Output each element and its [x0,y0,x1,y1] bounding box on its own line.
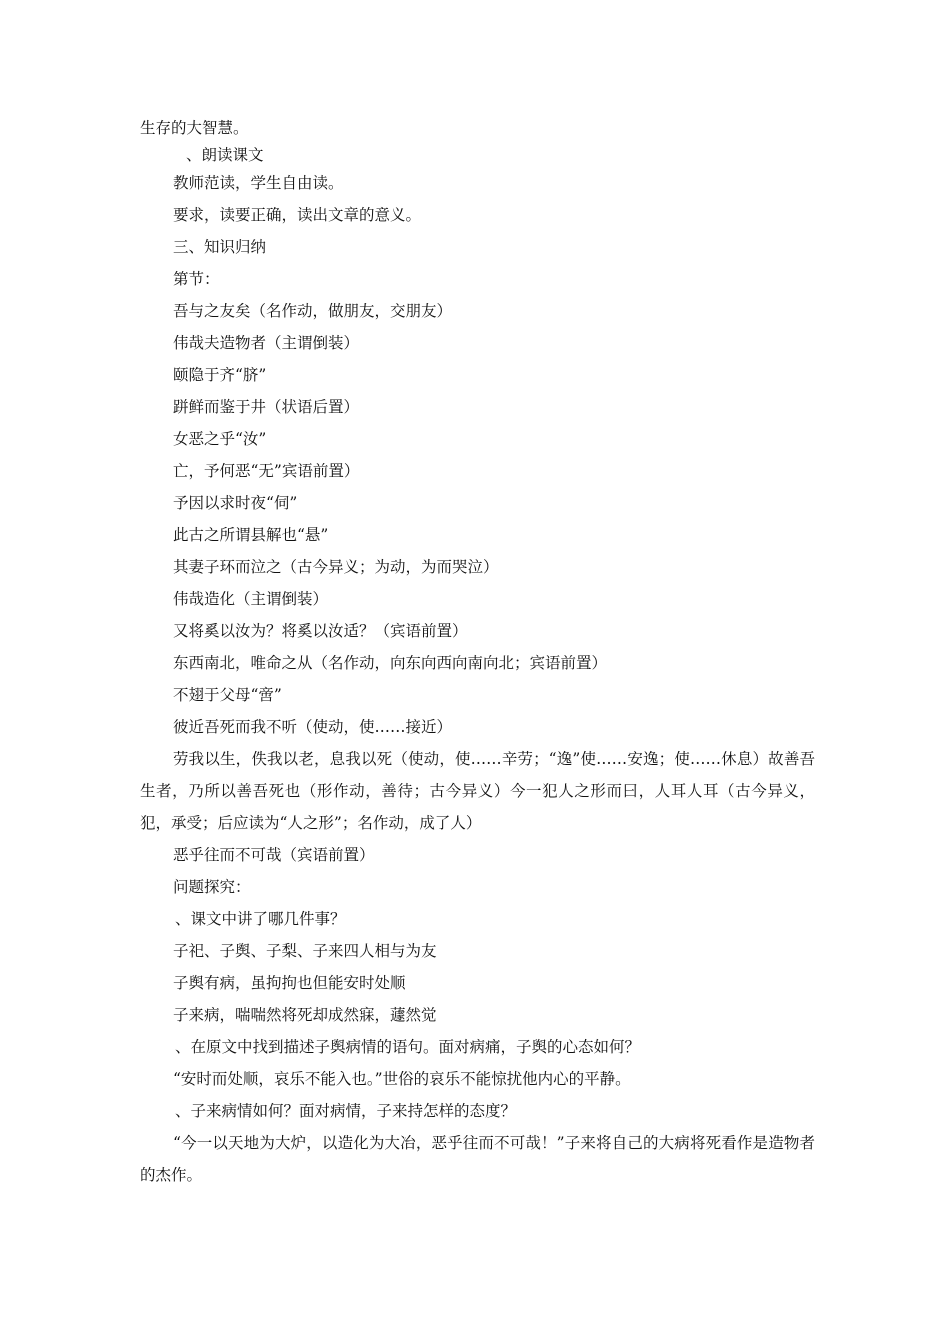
question-line: 、课文中讲了哪几件事？ [175,910,346,928]
text-line: 要求，读要正确，读出文章的意义。 [173,206,422,224]
text-line: 此古之所谓县解也“悬” [173,526,329,544]
text-line: 生存的大智慧。 [140,119,249,137]
question-line: 、子来病情如何？面对病情，子来持怎样的态度？ [175,1102,517,1120]
text-line: 伟哉夫造物者（主谓倒装） [173,334,360,352]
text-line: 子来病，喘喘然将死却成然寐，蘧然觉 [173,1006,437,1024]
text-line: 亡，予何恶“无”宾语前置） [173,462,360,480]
text-line: 恶乎往而不可哉（宾语前置） [173,846,375,864]
text-paragraph: 劳我以生，佚我以老，息我以死（使动，使……辛劳；“逸”使……安逸；使……休息）故善吾生者，乃所以善吾死也（形作动，善待；古今异义）今一犯人之形而曰，人耳人耳（古今异义，犯，承受；后应读为“人之形”；名作动，成了人） [140,750,815,832]
text-line: 子舆有病，虽拘拘也但能安时处顺 [173,974,406,992]
text-line: 予因以求时夜“伺” [173,494,298,512]
section-heading: 三、知识归纳 [173,238,267,256]
text-line: 子祀、子舆、子梨、子来四人相与为友 [173,942,437,960]
text-paragraph: “今一以天地为大炉，以造化为大冶，恶乎往而不可哉！”子来将自己的大病将死看作是造物者的杰作。 [140,1134,815,1184]
text-line: 第节： [173,270,220,288]
text-line: 不翅于父母“啻” [173,686,282,704]
text-line: 教师范读，学生自由读。 [173,174,344,192]
text-line: 颐隐于齐“脐” [173,366,267,384]
text-line: 又将奚以汝为？将奚以汝适？（宾语前置） [173,622,468,640]
text-line: 跰鲜而鉴于井（状语后置） [173,398,360,416]
text-line: 彼近吾死而我不听（使动，使……接近） [173,718,453,736]
text-line: 吾与之友矣（名作动，做朋友，交朋友） [173,302,453,320]
question-line: 、在原文中找到描述子舆病情的语句。面对病痛，子舆的心态如何？ [175,1038,641,1056]
text-line: 东西南北，唯命之从（名作动，向东向西向南向北；宾语前置） [173,654,608,672]
text-line: “安时而处顺，哀乐不能入也。”世俗的哀乐不能惊扰他内心的平静。 [173,1070,631,1088]
section-heading: 问题探究： [173,878,251,896]
text-line: 其妻子环而泣之（古今异义；为动，为而哭泣） [173,558,499,576]
section-heading: 、朗读课文 [186,146,264,164]
text-line: 伟哉造化（主谓倒装） [173,590,329,608]
text-line: 女恶之乎“汝” [173,430,267,448]
